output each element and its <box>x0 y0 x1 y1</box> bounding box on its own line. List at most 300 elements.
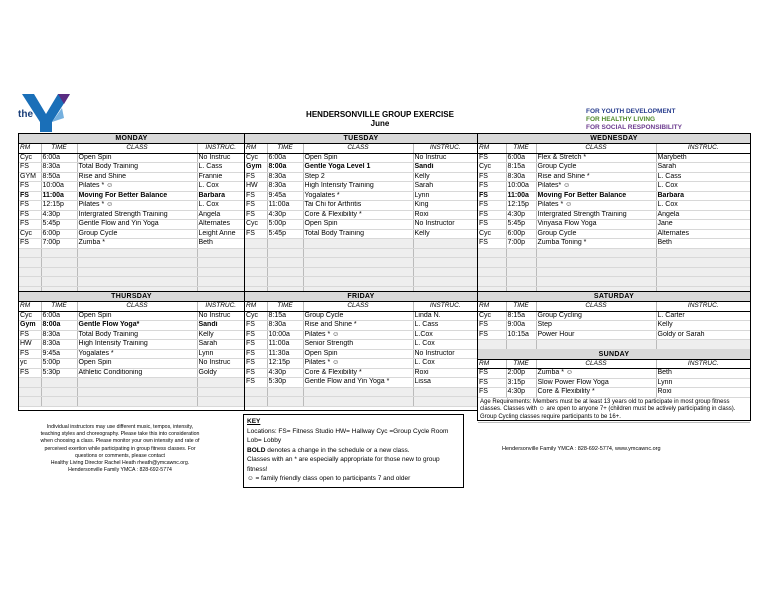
time-cell: 9:00a <box>506 321 536 331</box>
time-cell: 8:30a <box>41 330 77 340</box>
class-cell: Gentle Flow Yoga* <box>77 321 197 331</box>
table-row <box>19 172 244 182</box>
time-cell: 10:00a <box>506 182 536 192</box>
instructor-cell: Lynn <box>197 349 244 359</box>
key-family: ☺ = family friendly class open to participants 7 and older <box>247 475 411 482</box>
instructor-cell: Sarah <box>197 340 244 350</box>
table-row <box>19 229 244 239</box>
class-cell: Pilates * ☺ <box>536 201 656 211</box>
class-cell: Gentle Yoga Level 1 <box>303 163 413 173</box>
room-cell: Cyc <box>245 220 267 230</box>
empty-row <box>19 378 244 388</box>
col-rm: RM <box>478 144 506 153</box>
time-cell: 8:30a <box>41 340 77 350</box>
table-row <box>245 172 477 182</box>
table-row <box>245 229 477 239</box>
instructor-cell: Kelly <box>413 229 477 239</box>
class-cell: Rise and Shine * <box>536 172 656 182</box>
col-time: TIME <box>41 302 77 311</box>
key-bold-line <box>247 446 460 456</box>
age-requirements-note: Age Requirements: Members must be at least 13 years old to participate in most group fitness classes. Classes with ☺ are open to anyone 7+ (children must be actively participating in class). Group Cycling classes require participants to be 16+. <box>478 398 750 424</box>
class-cell: Power Hour <box>536 330 656 340</box>
room-cell: FS <box>245 201 267 211</box>
class-cell: Intergrated Strength Training <box>77 210 197 220</box>
class-cell: Core & Flexibility * <box>536 388 656 398</box>
time-cell: 4:30p <box>41 210 77 220</box>
time-cell: 5:30p <box>41 368 77 378</box>
room-cell: FS <box>245 340 267 350</box>
class-cell: Total Body Training <box>303 229 413 239</box>
room-cell: Gym <box>245 163 267 173</box>
table-row <box>478 210 750 220</box>
instructor-cell: Beth <box>656 239 750 249</box>
table-row <box>245 378 477 388</box>
table-row <box>245 191 477 201</box>
day-header-sunday: SUNDAY <box>478 350 750 360</box>
table-row <box>245 330 477 340</box>
tagline-line-1: FOR YOUTH DEVELOPMENT <box>586 108 676 115</box>
instructor-cell: No Instruc <box>197 153 244 163</box>
room-cell: Cyc <box>245 153 267 163</box>
class-cell: Zumba * <box>77 239 197 249</box>
tagline-line-2: FOR HEALTHY LIVING <box>586 116 656 123</box>
table-row <box>19 163 244 173</box>
table-row <box>245 220 477 230</box>
table-row <box>245 321 477 331</box>
instructor-cell: Frannie <box>197 172 244 182</box>
class-cell: Group Cycle <box>536 163 656 173</box>
key-asterisk: Classes with an * are especially appropriate for those new to group fitness! <box>247 456 440 473</box>
empty-row <box>19 258 244 268</box>
table-row <box>19 368 244 378</box>
time-cell: 6:00a <box>41 153 77 163</box>
col-rm: RM <box>478 302 506 311</box>
time-cell: 8:15a <box>506 163 536 173</box>
instructor-cell: L. Cass <box>197 163 244 173</box>
key-bold-word: BOLD <box>247 446 266 454</box>
day-header-thursday: THURSDAY <box>19 292 244 302</box>
table-row <box>19 349 244 359</box>
note-line: teaching styles and choreography. Please take this into consideration <box>40 431 200 438</box>
column-header-row <box>245 144 477 153</box>
class-cell: Yogalates * <box>303 191 413 201</box>
class-cell: Open Spin <box>303 349 413 359</box>
room-cell: FS <box>19 182 41 192</box>
table-row <box>245 153 477 163</box>
room-cell: FS <box>245 191 267 201</box>
friday-panel <box>244 291 478 411</box>
room-cell: FS <box>245 368 267 378</box>
table-row <box>478 201 750 211</box>
table-row <box>19 201 244 211</box>
note-line: when choosing a class. Please monitor your own intensity and rate of <box>40 438 200 445</box>
class-cell: Flex & Stretch * <box>536 153 656 163</box>
time-cell: 5:45p <box>506 220 536 230</box>
table-row <box>478 163 750 173</box>
time-cell: 11:00a <box>267 201 303 211</box>
empty-row <box>19 267 244 277</box>
empty-row <box>245 277 477 287</box>
instructor-cell: Alternates <box>197 220 244 230</box>
instructor-cell: Goldy or Sarah <box>656 330 750 340</box>
day-header-friday: FRIDAY <box>245 292 477 302</box>
table-row <box>19 239 244 249</box>
instructor-cell: Angela <box>656 210 750 220</box>
class-cell: Pilates * ☺ <box>77 201 197 211</box>
room-cell: Cyc <box>19 311 41 321</box>
tuesday-panel <box>244 133 478 293</box>
time-cell: 5:00p <box>41 359 77 369</box>
col-time: TIME <box>506 144 536 153</box>
col-class: CLASS <box>303 144 413 153</box>
col-rm: RM <box>19 144 41 153</box>
time-cell: 6:00a <box>41 311 77 321</box>
class-cell: Open Spin <box>77 153 197 163</box>
class-cell: Group Cycle <box>77 229 197 239</box>
col-time: TIME <box>267 144 303 153</box>
time-cell: 11:00a <box>506 191 536 201</box>
table-row <box>19 182 244 192</box>
instructor-cell: King <box>413 201 477 211</box>
class-cell: Step 2 <box>303 172 413 182</box>
empty-row <box>478 267 750 277</box>
col-instructor: INSTRUC. <box>656 144 750 153</box>
time-cell: 5:45p <box>267 229 303 239</box>
col-class: CLASS <box>536 360 656 369</box>
table-row <box>245 163 477 173</box>
room-cell: Cyc <box>478 311 506 321</box>
col-time: TIME <box>506 302 536 311</box>
instructor-cell: Leight Anne <box>197 229 244 239</box>
time-cell: 8:30a <box>267 182 303 192</box>
instructor-cell: No Instructor <box>413 349 477 359</box>
key-title: KEY <box>247 418 261 425</box>
room-cell: FS <box>19 163 41 173</box>
table-row <box>478 153 750 163</box>
room-cell: FS <box>478 153 506 163</box>
table-row <box>19 330 244 340</box>
time-cell: 4:30p <box>506 210 536 220</box>
instructor-cell: L. Cox <box>413 359 477 369</box>
note-line: Hendersonville Family YMCA : 828-692-5774 <box>68 467 172 474</box>
class-cell: Open Spin <box>303 153 413 163</box>
col-rm: RM <box>19 302 41 311</box>
room-cell: Cyc <box>478 163 506 173</box>
table-row <box>19 311 244 321</box>
room-cell: Cyc <box>245 311 267 321</box>
room-cell: Gym <box>19 321 41 331</box>
instructor-cell: Roxi <box>413 210 477 220</box>
table-row <box>19 220 244 230</box>
instructor-cell: Lynn <box>413 191 477 201</box>
table-row <box>19 340 244 350</box>
empty-row <box>245 239 477 249</box>
time-cell: 8:50a <box>41 172 77 182</box>
class-cell: Rise and Shine <box>77 172 197 182</box>
instructor-cell: L.Cox <box>413 330 477 340</box>
instructor-cell: Kelly <box>413 172 477 182</box>
time-cell: 7:00p <box>506 239 536 249</box>
class-cell: Zumba * ☺ <box>536 369 656 379</box>
room-cell: Cyc <box>19 229 41 239</box>
table-row <box>19 153 244 163</box>
class-cell: Yogalates * <box>77 349 197 359</box>
col-class: CLASS <box>77 302 197 311</box>
room-cell: FS <box>478 388 506 398</box>
time-cell: 8:30a <box>267 172 303 182</box>
class-cell: Rise and Shine * <box>303 321 413 331</box>
col-instructor: INSTRUC. <box>413 302 477 311</box>
room-cell: FS <box>19 368 41 378</box>
room-cell: Cyc <box>19 153 41 163</box>
class-cell: Zumba Toning * <box>536 239 656 249</box>
class-cell: Moving For Better Balance <box>536 191 656 201</box>
class-cell: Vinyasa Flow Yoga <box>536 220 656 230</box>
instructor-notes <box>20 424 220 474</box>
col-rm: RM <box>478 360 506 369</box>
time-cell: 12:15p <box>41 201 77 211</box>
class-cell: Athletic Conditioning <box>77 368 197 378</box>
column-header-row <box>478 144 750 153</box>
empty-row <box>245 248 477 258</box>
room-cell: FS <box>19 210 41 220</box>
room-cell: yc <box>19 359 41 369</box>
time-cell: 9:45a <box>41 349 77 359</box>
room-cell: FS <box>478 378 506 388</box>
time-cell: 10:15a <box>506 330 536 340</box>
empty-row <box>478 248 750 258</box>
col-class: CLASS <box>536 302 656 311</box>
room-cell: FS <box>19 239 41 249</box>
room-cell: GYM <box>19 172 41 182</box>
instructor-cell: L. Carter <box>656 311 750 321</box>
footer-contact: Hendersonville Family YMCA : 828-692-5774, www.ymcawnc.org <box>502 446 661 452</box>
ymca-logo <box>18 92 76 132</box>
title-text: HENDERSONVILLE GROUP EXERCISE <box>306 110 454 119</box>
col-instructor: INSTRUC. <box>413 144 477 153</box>
note-line: Healthy Living Director Rachel Heath rheath@ymcawnc.org. <box>50 460 190 467</box>
class-cell: Core & Flexibility * <box>303 210 413 220</box>
day-header-tuesday: TUESDAY <box>245 134 477 144</box>
monday-panel <box>18 133 245 293</box>
col-rm: RM <box>245 302 267 311</box>
col-time: TIME <box>506 360 536 369</box>
empty-row <box>245 267 477 277</box>
class-cell: Intergrated Strength Training <box>536 210 656 220</box>
instructor-cell: Goldy <box>197 368 244 378</box>
time-cell: 12:15p <box>506 201 536 211</box>
schedule-table-tuesday <box>245 144 477 296</box>
empty-row <box>245 397 477 407</box>
instructor-cell: L. Cox <box>197 182 244 192</box>
room-cell: HW <box>245 182 267 192</box>
col-time: TIME <box>267 302 303 311</box>
time-cell: 4:30p <box>506 388 536 398</box>
instructor-cell: Lissa <box>413 378 477 388</box>
time-cell: 8:15a <box>506 311 536 321</box>
table-row <box>478 321 750 331</box>
table-row <box>245 368 477 378</box>
table-row <box>478 378 750 388</box>
room-cell: HW <box>19 340 41 350</box>
class-cell: Tai Chi for Arthritis <box>303 201 413 211</box>
note-line: Individual instructors may use different music, tempos, intensity, <box>46 424 194 430</box>
table-row <box>478 220 750 230</box>
class-cell: Group Cycle <box>536 229 656 239</box>
day-header-saturday: SATURDAY <box>478 292 750 302</box>
time-cell: 8:00a <box>41 321 77 331</box>
time-cell: 8:30a <box>506 172 536 182</box>
table-row <box>19 191 244 201</box>
class-cell: Senior Strength <box>303 340 413 350</box>
time-cell: 5:45p <box>41 220 77 230</box>
table-row <box>245 340 477 350</box>
room-cell: FS <box>478 369 506 379</box>
room-cell: FS <box>245 321 267 331</box>
room-cell: FS <box>245 210 267 220</box>
class-cell: Pilates * ☺ <box>77 182 197 192</box>
empty-row <box>478 277 750 287</box>
col-rm: RM <box>245 144 267 153</box>
table-row <box>245 349 477 359</box>
instructor-cell: Barbara <box>197 191 244 201</box>
instructor-cell: L. Cass <box>413 321 477 331</box>
room-cell: FS <box>19 220 41 230</box>
weekend-panel <box>477 291 751 421</box>
col-instructor: INSTRUC. <box>656 360 750 369</box>
time-cell: 11:00a <box>267 340 303 350</box>
class-cell: High Intensity Training <box>303 182 413 192</box>
room-cell: Cyc <box>478 229 506 239</box>
room-cell: FS <box>245 378 267 388</box>
room-cell: FS <box>245 172 267 182</box>
instructor-cell: Roxi <box>413 368 477 378</box>
class-cell: Core & Flexibility * <box>303 368 413 378</box>
class-cell: Total Body Training <box>77 330 197 340</box>
empty-row <box>19 248 244 258</box>
wednesday-panel <box>477 133 751 293</box>
time-cell: 4:30p <box>267 210 303 220</box>
instructor-cell: Kelly <box>656 321 750 331</box>
time-cell: 6:00p <box>506 229 536 239</box>
time-cell: 8:30a <box>41 163 77 173</box>
table-row <box>478 172 750 182</box>
room-cell: FS <box>245 330 267 340</box>
room-cell: FS <box>19 201 41 211</box>
instructor-cell: L. Cox <box>413 340 477 350</box>
table-row <box>245 201 477 211</box>
month-text: June <box>370 119 390 128</box>
table-row <box>245 182 477 192</box>
table-row <box>19 210 244 220</box>
empty-row <box>19 397 244 407</box>
class-cell: Gentle Flow and Yin Yoga * <box>303 378 413 388</box>
table-row <box>245 359 477 369</box>
time-cell: 3:15p <box>506 378 536 388</box>
room-cell: FS <box>478 210 506 220</box>
instructor-cell: L. Cox <box>656 201 750 211</box>
col-instructor: INSTRUC. <box>197 144 244 153</box>
instructor-cell: Beth <box>197 239 244 249</box>
table-row <box>478 229 750 239</box>
schedule-table-saturday <box>478 302 750 350</box>
time-cell: 9:45a <box>267 191 303 201</box>
instructor-cell: No Instruc <box>413 153 477 163</box>
instructor-cell: Jane <box>656 220 750 230</box>
class-cell: Open Spin <box>77 359 197 369</box>
empty-row <box>19 387 244 397</box>
empty-row <box>19 277 244 287</box>
table-row <box>19 359 244 369</box>
instructor-cell: No Instruc <box>197 311 244 321</box>
class-cell: Total Body Training <box>77 163 197 173</box>
time-cell: 6:00a <box>506 153 536 163</box>
instructor-cell: No Instruc <box>197 359 244 369</box>
class-cell: High Intensity Training <box>77 340 197 350</box>
room-cell: FS <box>478 172 506 182</box>
col-class: CLASS <box>77 144 197 153</box>
instructor-cell: Sandi <box>413 163 477 173</box>
empty-row <box>478 258 750 268</box>
instructor-cell: Angela <box>197 210 244 220</box>
table-row <box>245 210 477 220</box>
instructor-cell: Roxi <box>656 388 750 398</box>
time-cell: 8:15a <box>267 311 303 321</box>
key-bold-text: denotes a change in the schedule or a new class. <box>265 446 410 454</box>
instructor-cell: Sarah <box>656 163 750 173</box>
instructor-cell: Sandi <box>197 321 244 331</box>
table-row <box>478 182 750 192</box>
instructor-cell: Sarah <box>413 182 477 192</box>
schedule-table-thursday <box>19 302 244 407</box>
col-class: CLASS <box>536 144 656 153</box>
room-cell: FS <box>478 330 506 340</box>
class-cell: Open Spin <box>303 220 413 230</box>
time-cell: 6:00a <box>267 153 303 163</box>
col-instructor: INSTRUC. <box>197 302 244 311</box>
class-cell: Open Spin <box>77 311 197 321</box>
column-header-row <box>19 144 244 153</box>
instructor-cell: No Instructor <box>413 220 477 230</box>
instructor-cell: L. Cass <box>656 172 750 182</box>
class-cell: Pilates * ☺ <box>303 330 413 340</box>
instructor-cell: L. Cox <box>656 182 750 192</box>
class-cell: Step <box>536 321 656 331</box>
table-row <box>245 311 477 321</box>
schedule-table-sunday <box>478 360 750 398</box>
schedule-table-wednesday <box>478 144 750 296</box>
room-cell: FS <box>478 239 506 249</box>
table-row <box>478 369 750 379</box>
key-locations: Locations: FS= Fitness Studio HW= Hallway Cyc =Group Cycle Room Lob= Lobby <box>247 427 449 444</box>
key-box <box>243 414 464 488</box>
column-header-row <box>478 302 750 311</box>
schedule-table-monday <box>19 144 244 296</box>
instructor-cell: Kelly <box>197 330 244 340</box>
instructor-cell: Linda N. <box>413 311 477 321</box>
col-instructor: INSTRUC. <box>656 302 750 311</box>
room-cell: FS <box>19 191 41 201</box>
thursday-panel <box>18 291 245 411</box>
time-cell: 10:00a <box>267 330 303 340</box>
class-cell: Moving For Better Balance <box>77 191 197 201</box>
table-row <box>478 191 750 201</box>
room-cell: FS <box>478 182 506 192</box>
class-cell: Slow Power Flow Yoga <box>536 378 656 388</box>
class-cell: Pilates * ☺ <box>303 359 413 369</box>
time-cell: 5:00p <box>267 220 303 230</box>
instructor-cell: Lynn <box>656 378 750 388</box>
